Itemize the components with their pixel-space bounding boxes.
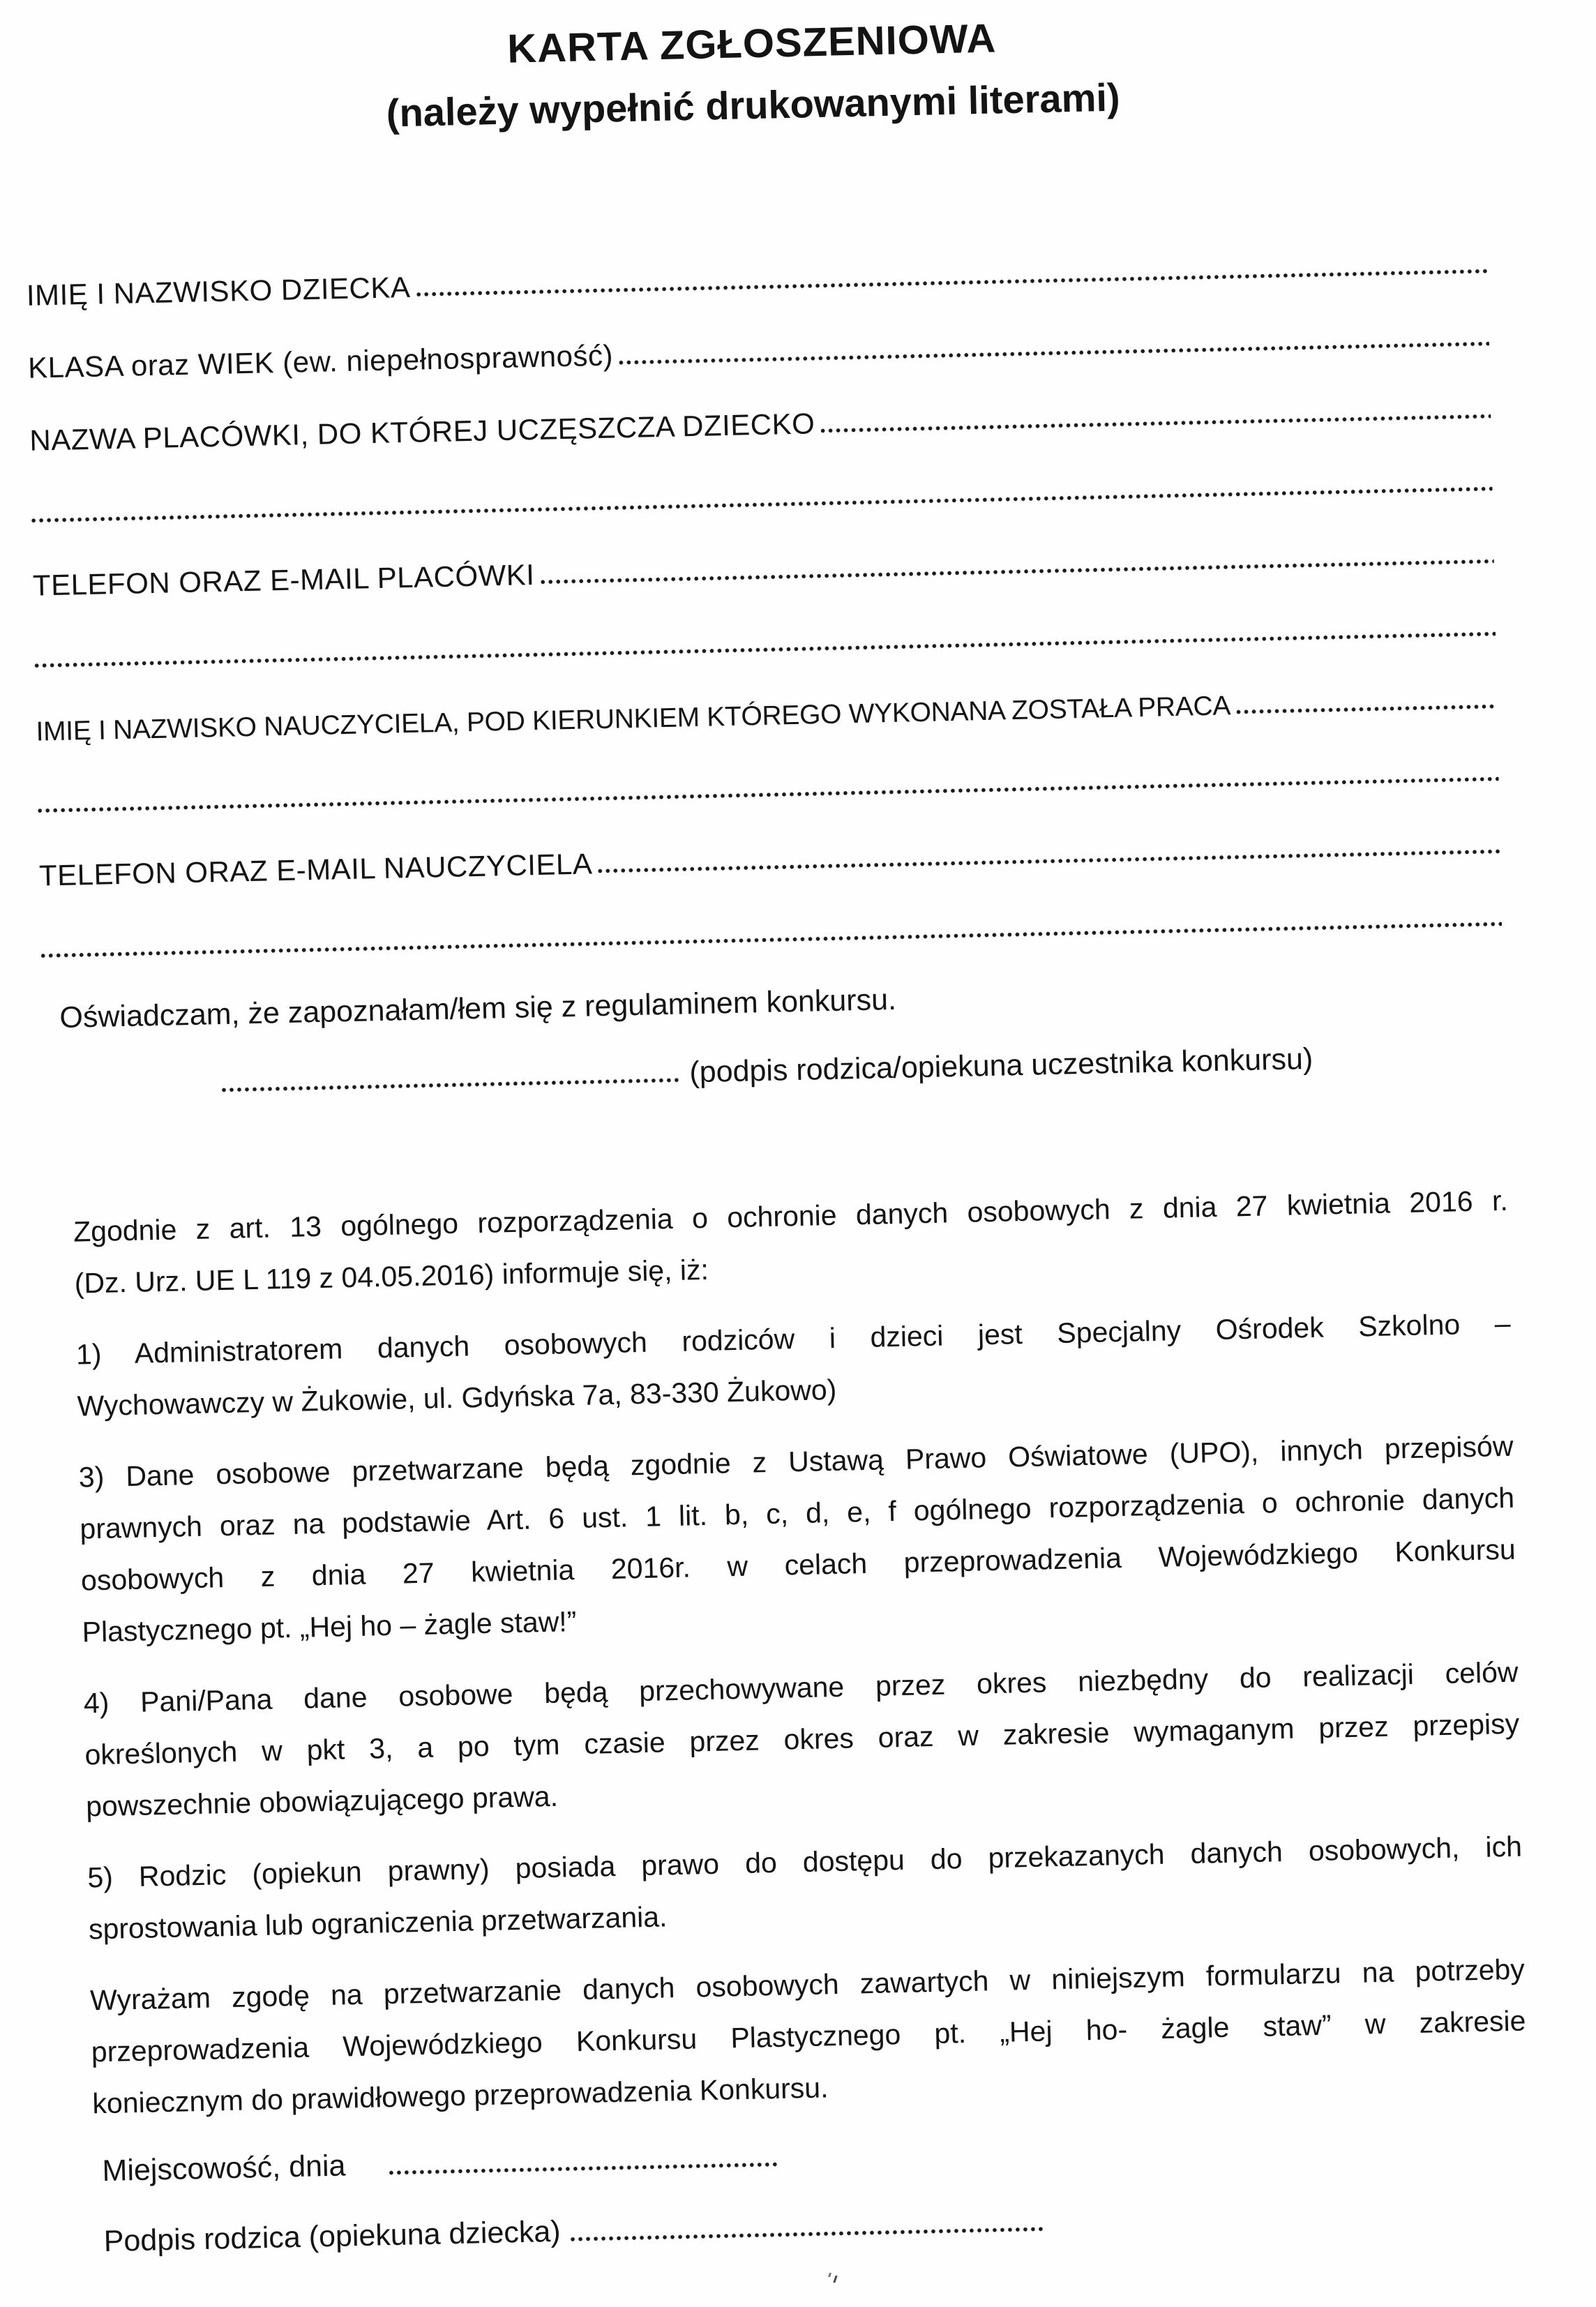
- paragraph-line: powszechnie obowiązującego prawa.: [85, 1780, 559, 1823]
- paragraph-line: 3) Dane osobowe przetwarzane będą zgodnie z Ustawą Prawo Oświatowe (UPO), innych przepisów: [78, 1430, 1514, 1494]
- rodo-paragraph-intro: [73, 1175, 1510, 1309]
- place-date-row: [102, 2124, 1529, 2189]
- paragraph-line: 1) Administratorem danych osobowych rodziców i dzieci jest Specjalny Ośrodek Szkolno –: [75, 1307, 1512, 1371]
- paragraph-line: (Dz. Urz. UE L 119 z 04.05.2016) informuje się, iż:: [74, 1254, 709, 1300]
- paragraph-line: 5) Rodzic (opiekun prawny) posiada prawo do dostępu do przekazanych danych osobowych, ich: [86, 1830, 1523, 1894]
- rodo-paragraph-4: [83, 1646, 1521, 1833]
- paragraph-line: określonych w pkt 3, a po tym czasie przez okres oraz w zakresie wymaganym przez przepisy: [84, 1707, 1520, 1771]
- paragraph-line: Wyrażam zgodę na przetwarzanie danych osobowych zawartych w niniejszym formularzu na potrzeby: [89, 1953, 1526, 2017]
- form-header: [21, 4, 1484, 144]
- parent-signature-label: Podpis rodzica (opiekuna dziecka): [103, 2215, 562, 2259]
- paragraph-line: sprostowania lub ograniczenia przetwarzania.: [88, 1900, 668, 1946]
- dotted-fill-line: [1236, 703, 1497, 715]
- dotted-fill-line: [40, 921, 1502, 959]
- page-title: KARTA ZGŁOSZENIOWA: [506, 15, 997, 72]
- paragraph-line: prawnych oraz na podstawie Art. 6 ust. 1 lit. b, c, d, e, f ogólnego rozporządzenia o ochronie danych: [79, 1482, 1515, 1545]
- field-label: TELEFON ORAZ E-MAIL PLACÓWKI: [32, 558, 535, 602]
- parent-signature-row: [103, 2194, 1530, 2260]
- rodo-paragraph-5: [87, 1821, 1524, 1955]
- field-label: NAZWA PLACÓWKI, DO KTÓREJ UCZĘSZCZA DZIECKO: [29, 407, 815, 457]
- page-subtitle: (należy wypełnić drukowanymi literami): [386, 75, 1121, 135]
- rodo-notice: [73, 1175, 1527, 2130]
- place-date-label: Miejscowość, dnia: [102, 2149, 346, 2188]
- field-label: IMIĘ I NAZWISKO NAUCZYCIELA, POD KIERUNKIEM KTÓREGO WYKONANA ZOSTAŁA PRACA: [36, 691, 1231, 747]
- place-date-dotted-line: [389, 2161, 780, 2176]
- field-label: TELEFON ORAZ E-MAIL NAUCZYCIELA: [38, 847, 593, 892]
- paragraph-line: koniecznym do prawidłowego przeprowadzenia Konkursu.: [91, 2071, 829, 2120]
- declaration-signature-row: [61, 1039, 1505, 1103]
- form-footer: [102, 2124, 1530, 2260]
- declaration-section: [59, 970, 1505, 1103]
- rodo-paragraph-3: [78, 1420, 1517, 1658]
- declaration-text: Oświadczam, że zapoznałam/łem się z regulaminem konkursu.: [59, 982, 897, 1035]
- field-label: KLASA oraz WIEK (ew. niepełnosprawność): [27, 338, 614, 384]
- rodo-paragraph-1: [75, 1298, 1512, 1432]
- paragraph-line: Zgodnie z art. 13 ogólnego rozporządzenia o ochronie danych osobowych z dnia 27 kwietnia 2016 r.: [73, 1185, 1509, 1248]
- paragraph-line: Wychowawczy w Żukowie, ul. Gdyńska 7a, 83-330 Żukowo): [77, 1374, 837, 1422]
- paragraph-line: Plastycznego pt. „Hej ho – żagle staw!”: [82, 1605, 577, 1648]
- signature-caption: (podpis rodzica/opiekuna uczestnika konkursu): [688, 1042, 1313, 1090]
- form-fields: [25, 208, 1502, 965]
- paragraph-line: 4) Pani/Pana dane osobowe będą przechowywane przez okres niezbędny do realizacji celów: [83, 1655, 1519, 1720]
- parent-signature-dotted-line: [571, 2226, 1045, 2243]
- paragraph-line: osobowych z dnia 27 kwietnia 2016r. w celach przeprowadzenia Wojewódzkiego Konkursu: [80, 1533, 1516, 1597]
- rodo-paragraph-consent: [89, 1944, 1527, 2130]
- scan-artifact: [829, 2273, 840, 2284]
- signature-dotted-line: [222, 1077, 679, 1093]
- field-label: IMIĘ I NAZWISKO DZIECKA: [26, 270, 411, 312]
- paragraph-line: przeprowadzenia Wojewódzkiego Konkursu Plastycznego pt. „Hej ho- żagle staw” w zakresie: [91, 2004, 1526, 2068]
